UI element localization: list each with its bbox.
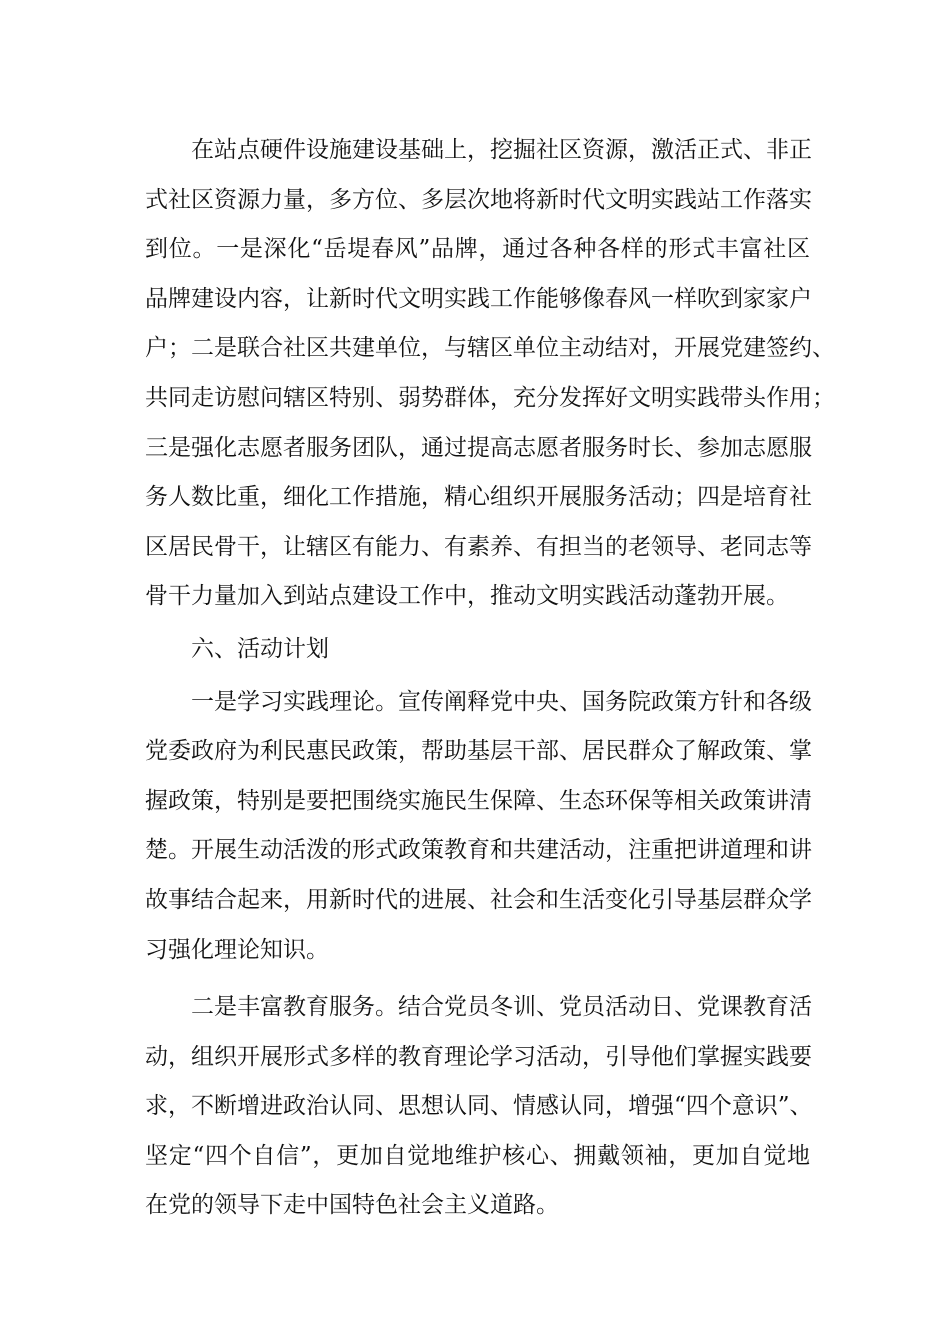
paragraph-line: 坚定“四个自信”，更加自觉地维护核心、拥戴领袖，更加自觉地 [145, 1142, 810, 1169]
paragraph-line: 品牌建设内容，让新时代文明实践工作能够像春风一样吹到家家户 [145, 285, 812, 312]
paragraph-line: 习强化理论知识。 [145, 936, 329, 963]
paragraph-line: 楚。开展生动活泼的形式政策教育和共建活动，注重把讲道理和讲 [145, 837, 812, 864]
paragraph-line: 务人数比重，细化工作措施，精心组织开展服务活动；四是培育社 [145, 484, 812, 511]
paragraph-hardware-and-resources [145, 126, 835, 622]
paragraph-line: 三是强化志愿者服务团队，通过提高志愿者服务时长、参加志愿服 [145, 434, 812, 461]
paragraph-line: 动，组织开展形式多样的教育理论学习活动，引导他们掌握实践要 [145, 1043, 812, 1070]
paragraph-line: 户；二是联合社区共建单位，与辖区单位主动结对，开展党建签约、 [145, 335, 835, 362]
paragraph-line: 共同走访慰问辖区特别、弱势群体，充分发挥好文明实践带头作用； [145, 384, 835, 411]
paragraph-line: 式社区资源力量，多方位、多层次地将新时代文明实践站工作落实 [145, 186, 812, 213]
document-body [145, 126, 835, 1231]
paragraph-line: 骨干力量加入到站点建设工作中，推动文明实践活动蓬勃开展。 [145, 583, 789, 610]
paragraph-line: 握政策，特别是要把围绕实施民生保障、生态环保等相关政策讲清 [145, 787, 812, 814]
paragraph-enrich-education-services [145, 983, 813, 1231]
paragraph-line: 求，不断增进政治认同、思想认同、情感认同，增强“四个意识”、 [145, 1093, 813, 1120]
paragraph-line: 故事结合起来，用新时代的进展、社会和生活变化引导基层群众学 [145, 886, 812, 913]
paragraph-line: 党委政府为利民惠民政策，帮助基层干部、居民群众了解政策、掌 [145, 738, 812, 765]
paragraph-line: 一是学习实践理论。宣传阐释党中央、国务院政策方针和各级 [191, 688, 812, 715]
paragraph-line: 二是丰富教育服务。结合党员冬训、党员活动日、党课教育活 [191, 994, 812, 1021]
paragraph-line: 在党的领导下走中国特色社会主义道路。 [145, 1192, 559, 1219]
paragraph-line: 在站点硬件设施建设基础上，挖掘社区资源，激活正式、非正 [191, 137, 812, 163]
paragraph-study-practice-theory [145, 678, 810, 976]
section-heading-activity-plan: 六、活动计划 [191, 635, 329, 662]
paragraph-line: 区居民骨干，让辖区有能力、有素养、有担当的老领导、老同志等 [145, 533, 812, 560]
paragraph-line: 到位。一是深化“岳堤春风”品牌，通过各种各样的形式丰富社区 [145, 236, 810, 263]
